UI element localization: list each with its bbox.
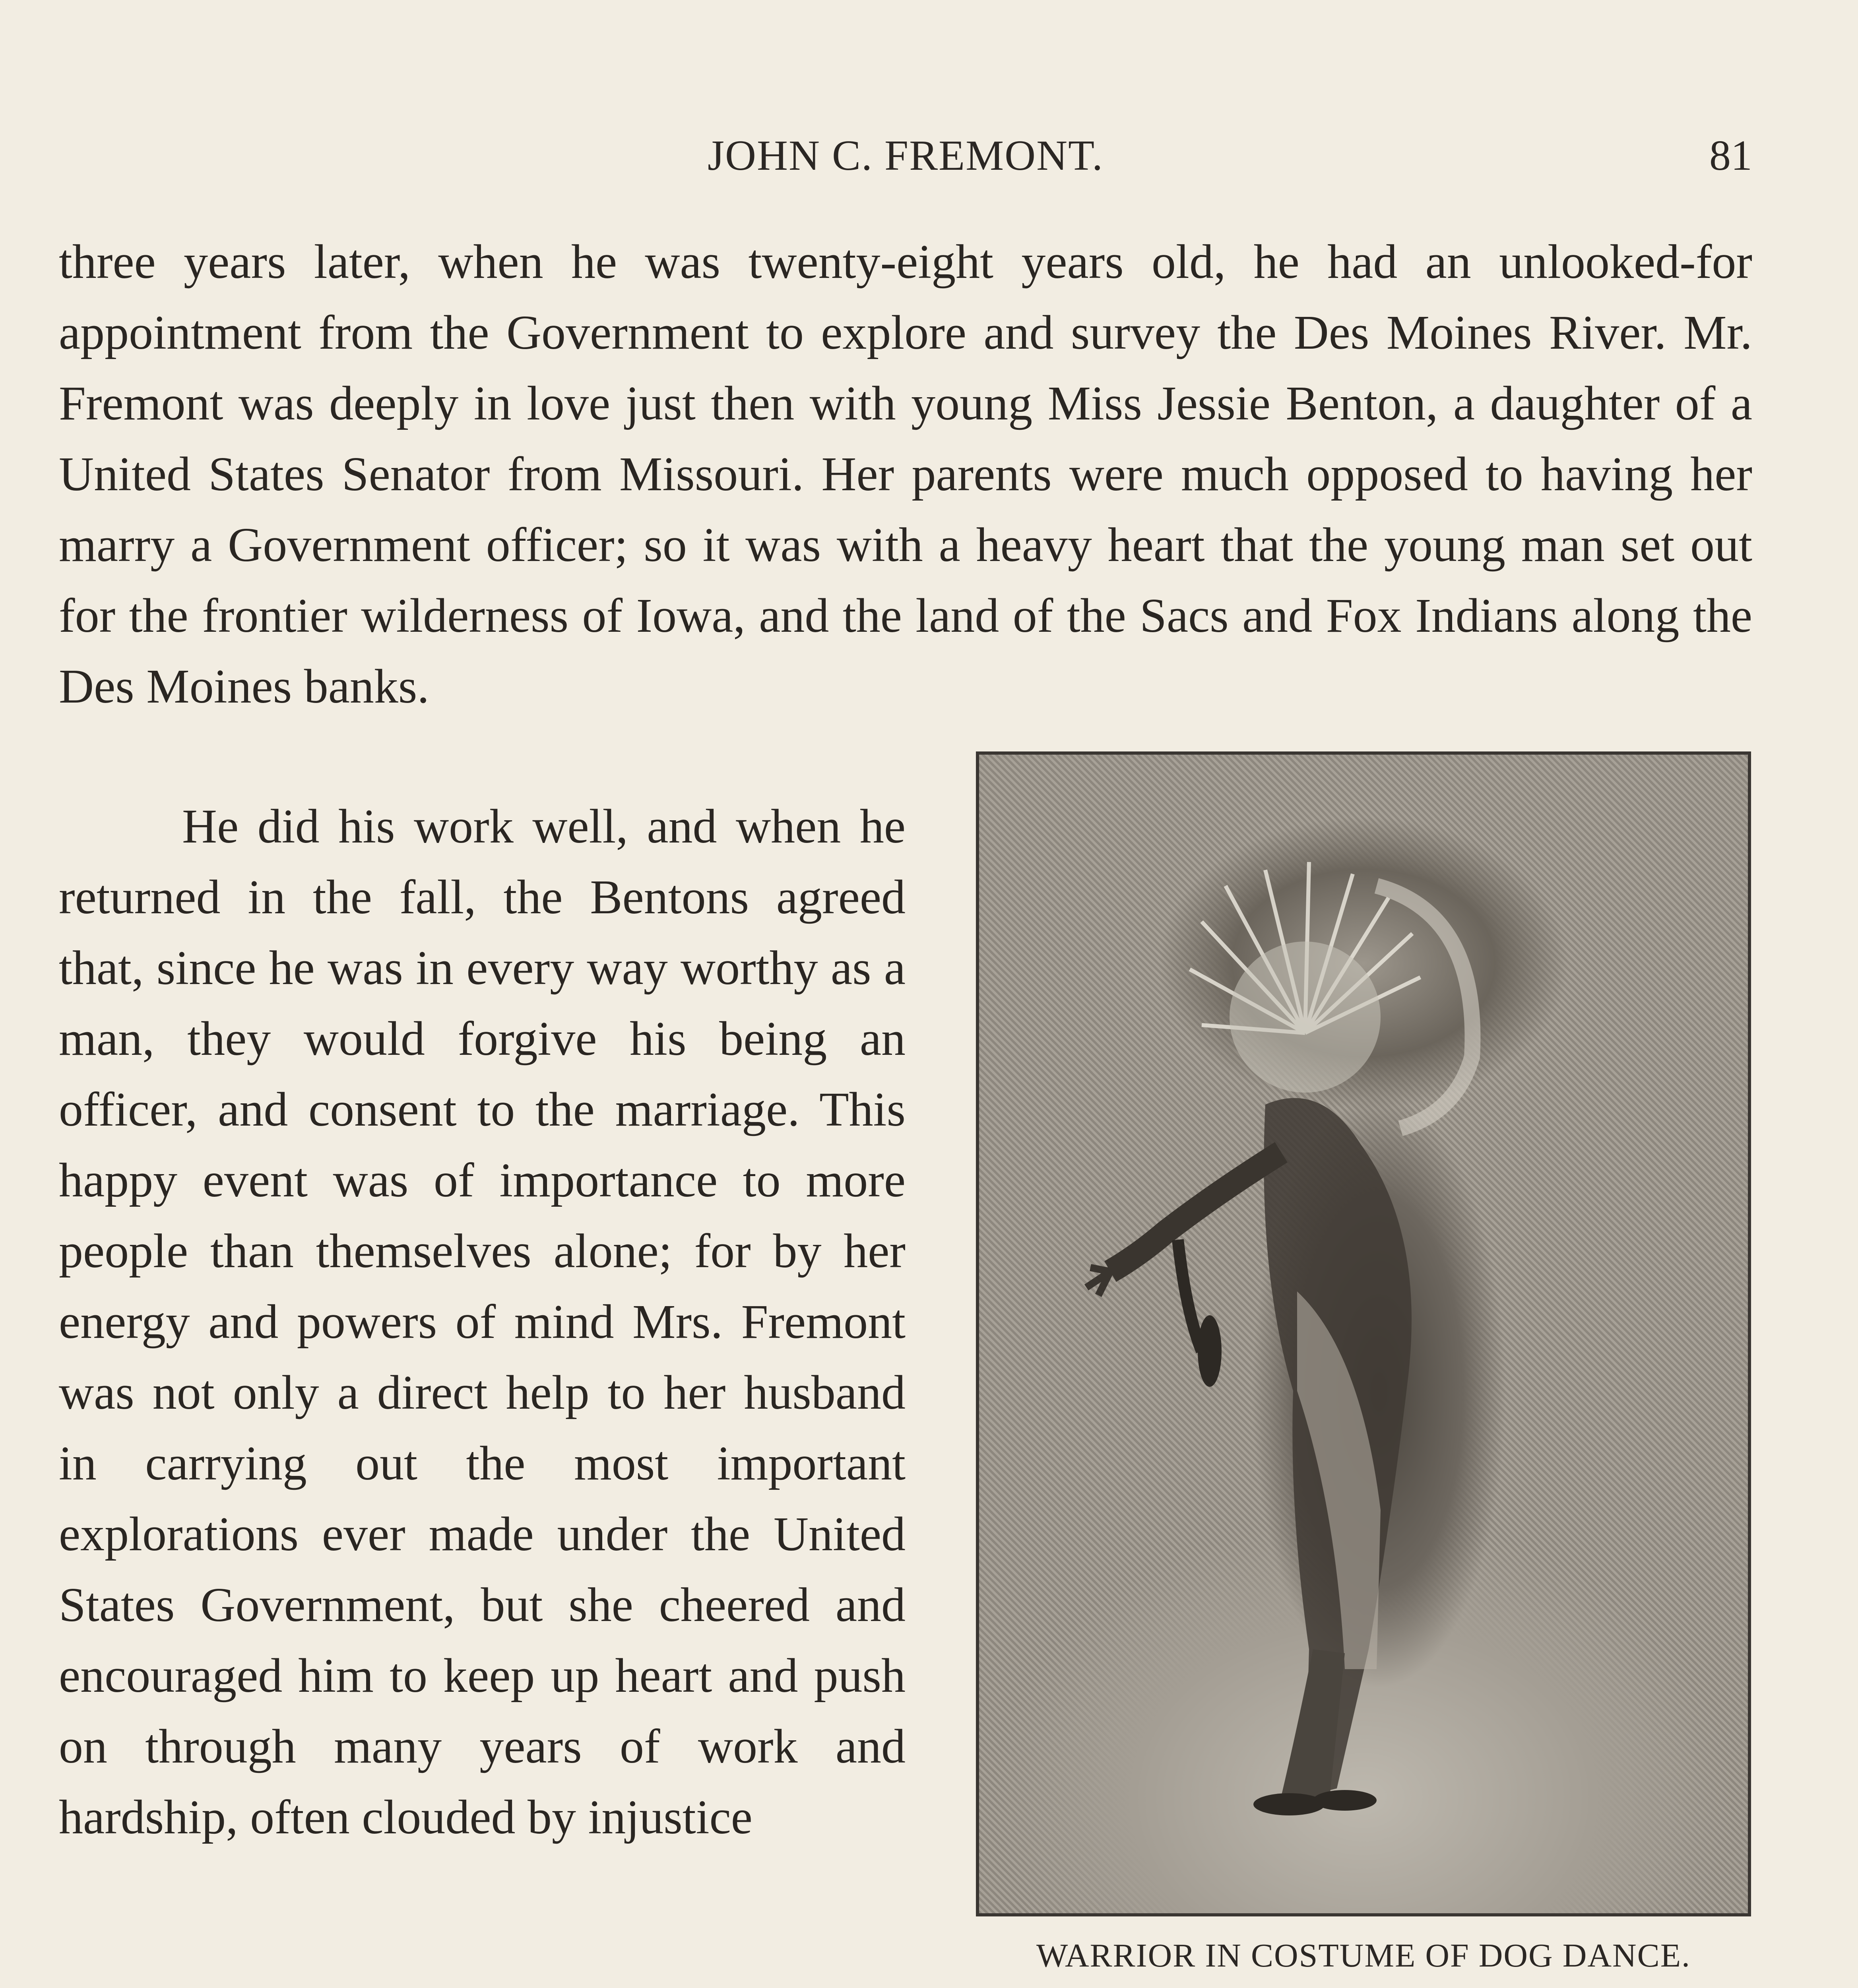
page-header <box>59 131 1752 183</box>
page-number: 81 <box>1709 132 1752 179</box>
illustration <box>976 751 1751 1975</box>
paragraph-2-text: He did his work well, and when he returned in the fall, the Bentons agreed that, since he was in every way worthy as a man, they would forgive his being an officer, and consent to the marriage. This happy event was of importance to more people than themselves alone; for by her energy and powers of mind Mrs. Fremont was not only a direct help to her husband in carrying out the most important explorations ever made under the United States Government, but she cheered and encouraged him to keep up heart and push on through many years of work and hardship, often clouded by injustice <box>59 800 906 1844</box>
running-head: JOHN C. FREMONT. <box>707 132 1104 179</box>
paragraph-1-text: three years later, when he was twenty-eight years old, he had an unlooked-for appointment from the Government to explore and survey the Des Moines River. Mr. Fremont was deeply in love just then with young Miss Jessie Benton, a daughter of a United States Senator from Missouri. Her parents were much opposed to having her marry a Government officer; so it was with a heavy heart that the young man set out for the frontier wilderness of Iowa, and the land of the Sacs and Fox Indians along the Des Moines banks. <box>59 235 1752 713</box>
paragraph-1 <box>59 227 1752 722</box>
warrior-figure-drawing <box>979 755 1748 1913</box>
illustration-caption: WARRIOR IN COSTUME OF DOG DANCE. <box>1036 1937 1691 1974</box>
illustration-image <box>976 751 1751 1916</box>
paragraph-2-wrapped <box>59 791 906 1853</box>
